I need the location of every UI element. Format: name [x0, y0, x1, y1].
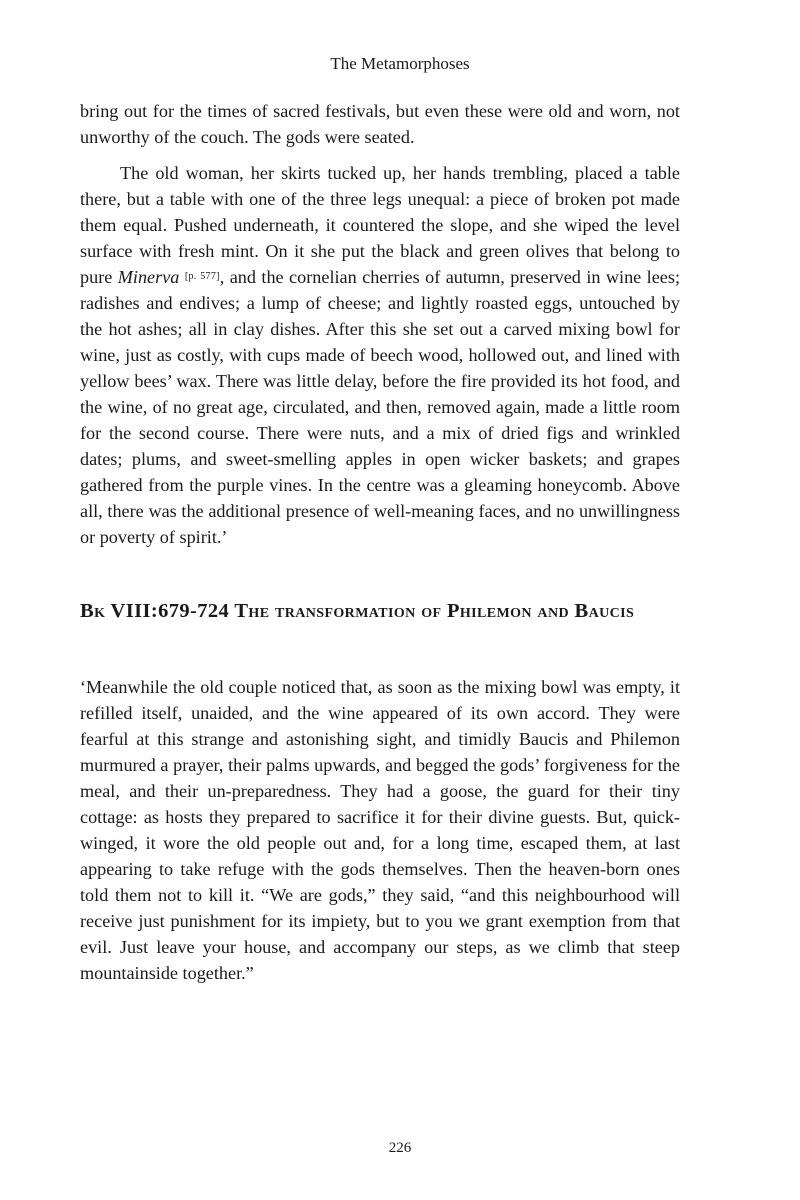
paragraph-miracle: ‘Meanwhile the old couple noticed that, as soon as the mixing bowl was empty, it refilled itself, unaided, and the wine appeared of its own accord. They were fearful at this strange and astonishing sight, and timidly Baucis and Philemon murmured a prayer, their palms upwards, and begged the gods’ forgiveness for the meal, and their un-preparedness. They had a goose, the guard for their tiny cottage: as hosts they prepared to sacrifice it for their divine guests. But, quick-winged, it wore the old people out and, for a long time, escaped them, at last appearing to take refuge with the gods themselves. Then the heaven-born ones told them not to kill it. “We are gods,” they said, “and this neighbourhood will receive just punishment for its impiety, but to you we grant exemption from that evil. Just leave your house, and accompany our steps, as we climb that steep mountainside together.” — [80, 677, 680, 983]
emphasis-minerva: Minerva — [117, 267, 180, 287]
paragraph-continued: bring out for the times of sacred festivals, but even these were old and worn, not unworthy of the couch. The gods were seated. — [80, 101, 680, 147]
body-text — [80, 98, 680, 986]
page-reference: [p. 577] — [184, 271, 220, 282]
paragraph-text-after: , and the cornelian cherries of autumn, preserved in wine lees; radishes and endives; a lump of cheese; and lightly roasted eggs, untouched by the hot ashes; all in clay dishes. After this she set out a carved mixing bowl for wine, just as costly, with cups made of beech wood, hollowed out, and lined with yellow bees’ wax. There was little delay, before the fire provided its hot food, and the wine, of no great age, circulated, and then, removed again, made a little room for the second course. There were nuts, and a mix of dried figs and wrinkled dates; plums, and sweet-smelling apples in open wicker baskets; and grapes gathered from the purple vines. In the centre was a gleaming honeycomb. Above all, there was the additional presence of well-meaning faces, and no unwillingness or poverty of spirit.’ — [80, 267, 681, 547]
running-head: The Metamorphoses — [330, 54, 470, 73]
section-heading: Bk VIII:679-724 The transformation of Philemon and Baucis — [80, 600, 635, 622]
paragraph-feast — [80, 160, 680, 550]
page-number: 226 — [388, 1140, 412, 1156]
paragraph-text-before: The old woman, her skirts tucked up, her hands trembling, placed a table there, but a table with one of the three legs unequal: a piece of broken pot made them equal. Pushed underneath, it countered the slope, and she wiped the level surface with fresh mint. On it she put the black and green olives that belong to pure — [80, 163, 680, 287]
